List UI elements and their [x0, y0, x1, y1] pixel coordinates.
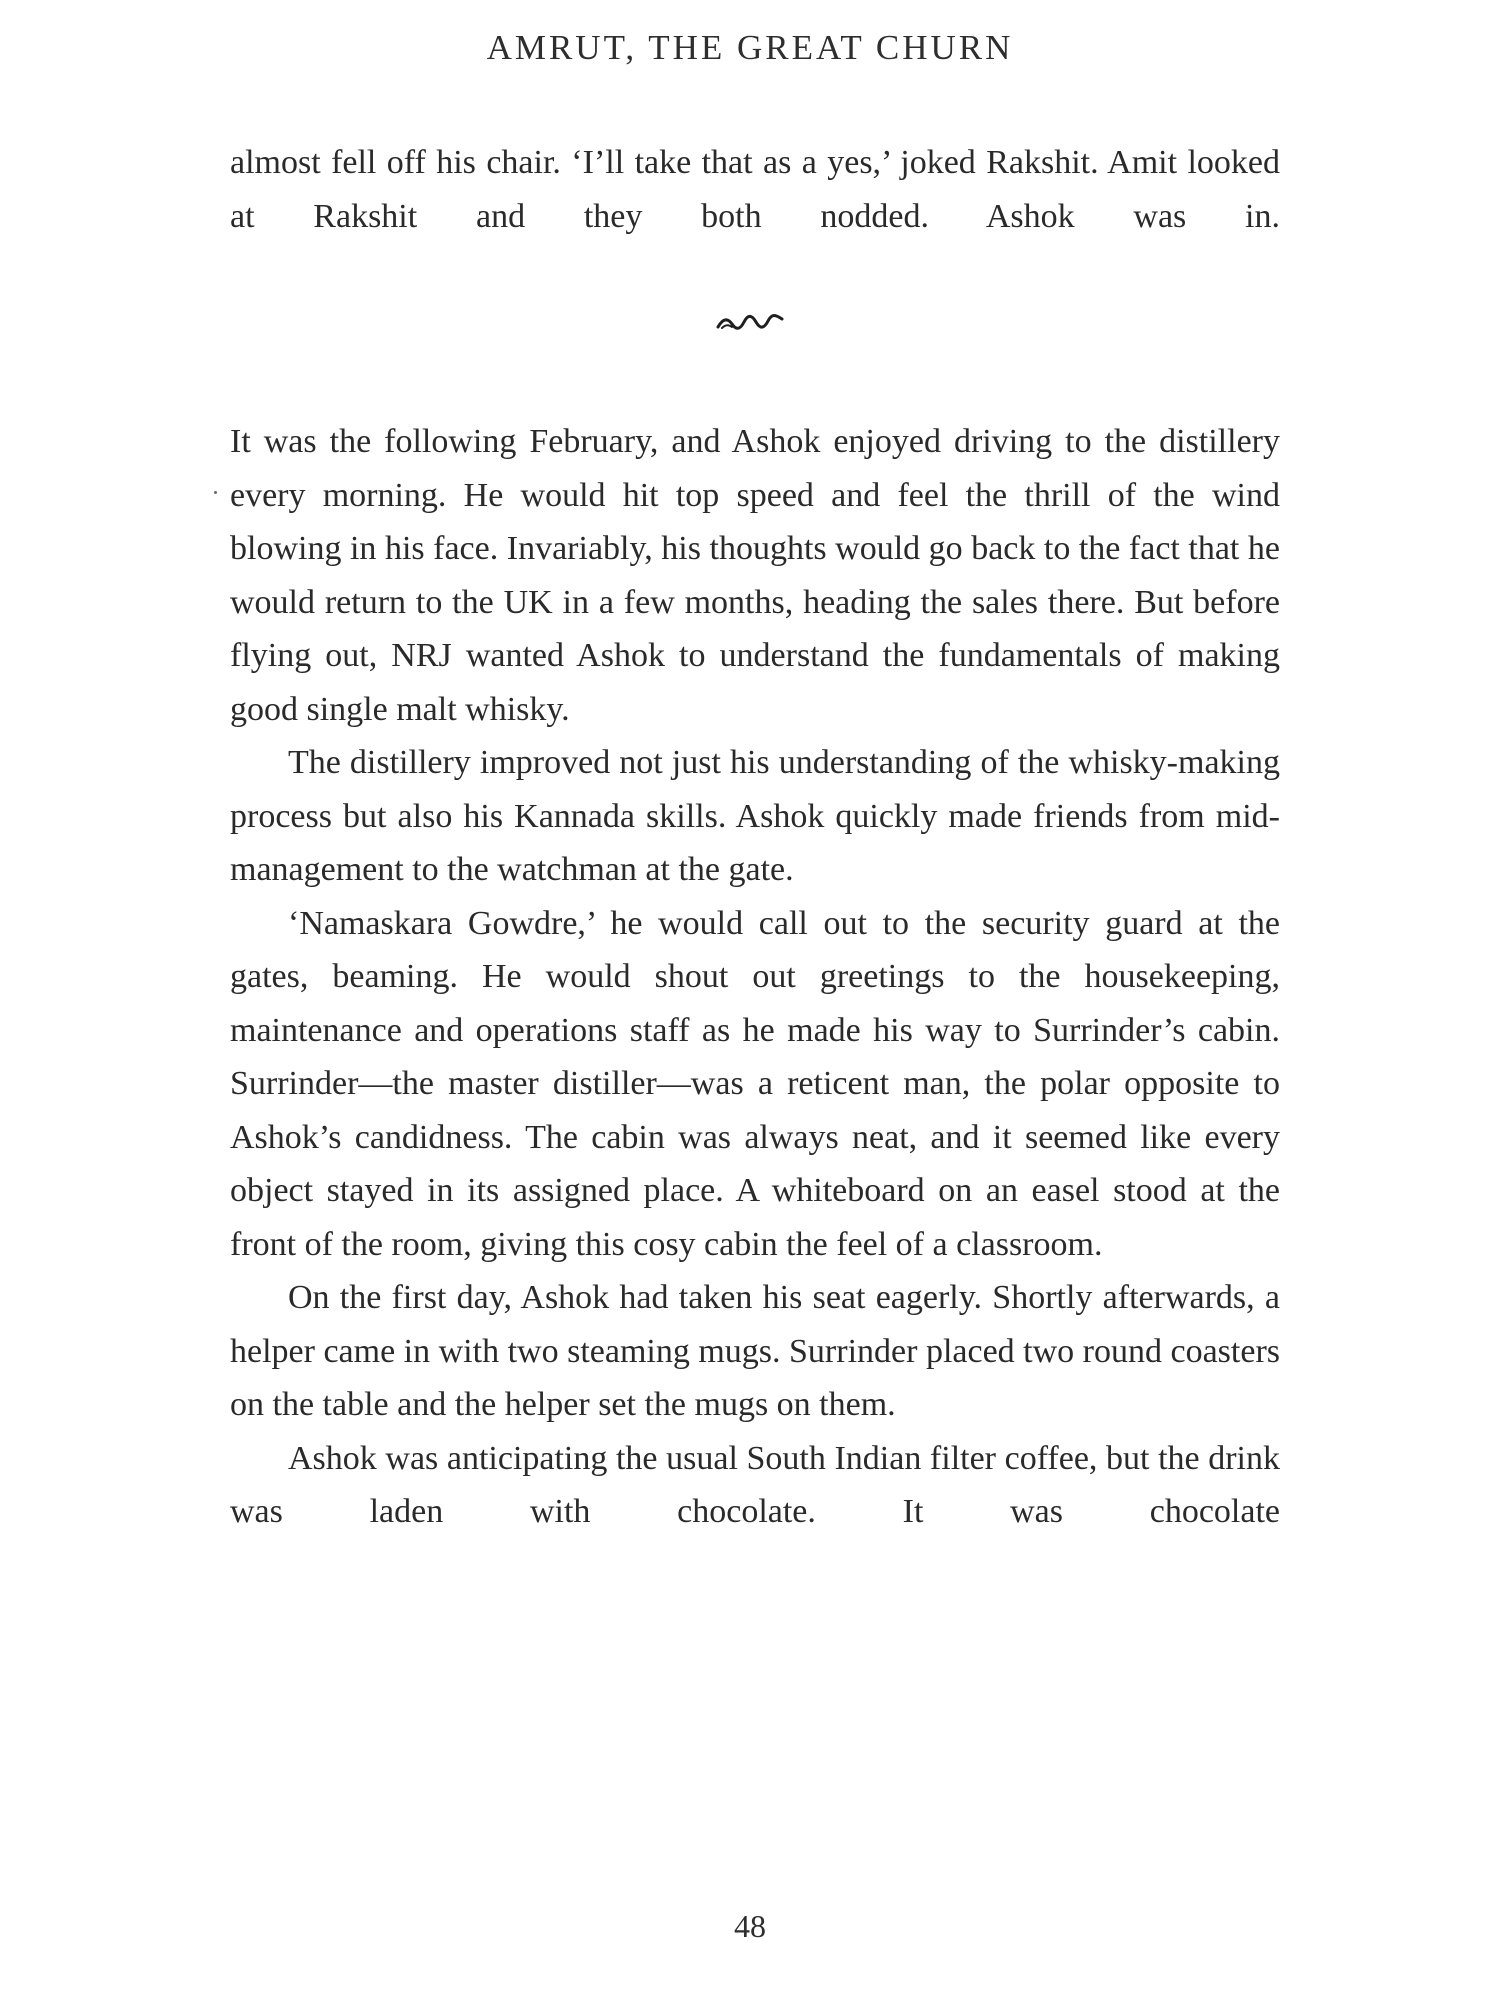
text-block-main — [230, 415, 1280, 1539]
paragraph: Ashok was anticipating the usual South Indian filter coffee, but the drink was laden with chocolate. It was chocolate — [230, 1439, 1280, 1530]
paragraph: almost fell off his chair. ‘I’ll take that as a yes,’ joked Rakshit. Amit looked at Rakshit and they both nodded. Ashok was in. — [230, 144, 1280, 235]
page-number: 48 — [734, 1908, 766, 1944]
paragraph: The distillery improved not just his understanding of the whisky-making process but also his Kannada skills. Ashok quickly made friends from mid-management to the watchman at the gate. — [230, 744, 1280, 888]
print-speck — [214, 491, 217, 494]
paragraph: ‘Namaskara Gowdre,’ he would call out to the security guard at the gates, beaming. He would shout out greetings to the housekeeping, maintenance and operations staff as he made his way to Surrinder’s cabin. Surrinder—the master distiller—was a reticent man, the polar opposite to Ashok’s candidness. The cabin was always neat, and it seemed like every object stayed in its assigned place. A whiteboard on an easel stood at the front of the room, giving this cosy cabin the feel of a classroom. — [230, 904, 1280, 1263]
wave-ornament-icon — [716, 310, 784, 334]
text-block-top — [230, 136, 1280, 243]
paragraph: It was the following February, and Ashok enjoyed driving to the distillery every morning. He would hit top speed and feel the thrill of the wind blowing in his face. Invariably, his thoughts would go back to the fact that he would return to the UK in a few months, heading the sales there. But before flying out, NRJ wanted Ashok to understand the fundamentals of making good single malt whisky. — [230, 423, 1280, 728]
running-head: AMRUT, THE GREAT CHURN — [486, 28, 1014, 67]
paragraph: On the first day, Ashok had taken his seat eagerly. Shortly afterwards, a helper came in with two steaming mugs. Surrinder placed two round coasters on the table and the helper set the mugs on them. — [230, 1279, 1280, 1423]
